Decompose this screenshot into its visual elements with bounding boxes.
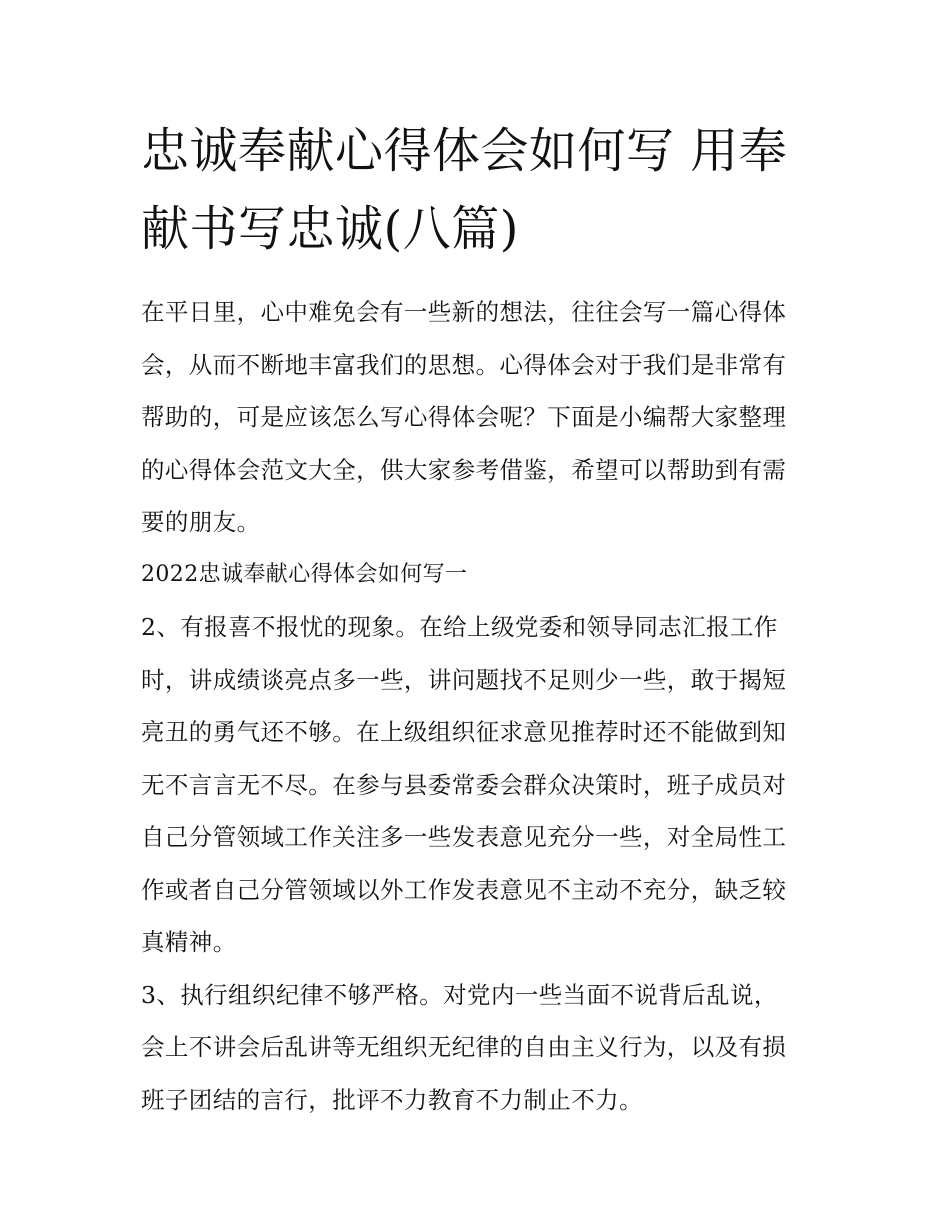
text-line: 会上不讲会后乱讲等无组织无纪律的自由主义行为，以及有损: [141, 1033, 787, 1061]
section-heading: 2022忠诚奉献心得体会如何写一: [141, 561, 468, 587]
document-page: [141, 112, 813, 1126]
text-line: 3、执行组织纪律不够严格。对党内一些当面不说背后乱说，: [141, 980, 778, 1009]
text-line: 帮助的，可是应该怎么写心得体会呢？下面是小编帮大家整理: [141, 403, 787, 431]
text-line: 亮丑的勇气还不够。在上级组织征求意见推荐时还不能做到知: [141, 718, 787, 746]
text-line: 在平日里，心中难免会有一些新的想法，往往会写一篇心得体: [141, 298, 787, 326]
text-line: 2、有报喜不报忧的现象。在给上级党委和领导同志汇报工作: [141, 613, 778, 641]
text-line: 班子团结的言行，批评不力教育不力制止不力。: [141, 1085, 643, 1114]
text-line: 时，讲成绩谈亮点多一些，讲问题找不足则少一些，敢于揭短: [141, 665, 787, 694]
intro-paragraph: [141, 286, 813, 549]
title-line: 献书写忠诚(八篇): [141, 201, 519, 257]
text-line: 作或者自己分管领域以外工作发表意见不主动不充分，缺乏较: [141, 875, 787, 904]
document-title: [141, 112, 813, 268]
text-line: 的心得体会范文大全，供大家参考借鉴，希望可以帮助到有需: [141, 455, 787, 484]
item-3-paragraph: [141, 969, 813, 1127]
text-line: 要的朋友。: [141, 508, 261, 536]
text-line: 无不言言无不尽。在参与县委常委会群众决策时，班子成员对: [141, 770, 787, 799]
text-line: 自己分管领域工作关注多一些发表意见充分一些，对全局性工: [141, 823, 787, 851]
item-2-paragraph: [141, 601, 813, 969]
title-line: 忠诚奉献心得体会如何写 用奉: [141, 123, 788, 179]
text-line: 真精神。: [141, 928, 237, 956]
text-line: 会，从而不断地丰富我们的思想。心得体会对于我们是非常有: [141, 350, 787, 379]
